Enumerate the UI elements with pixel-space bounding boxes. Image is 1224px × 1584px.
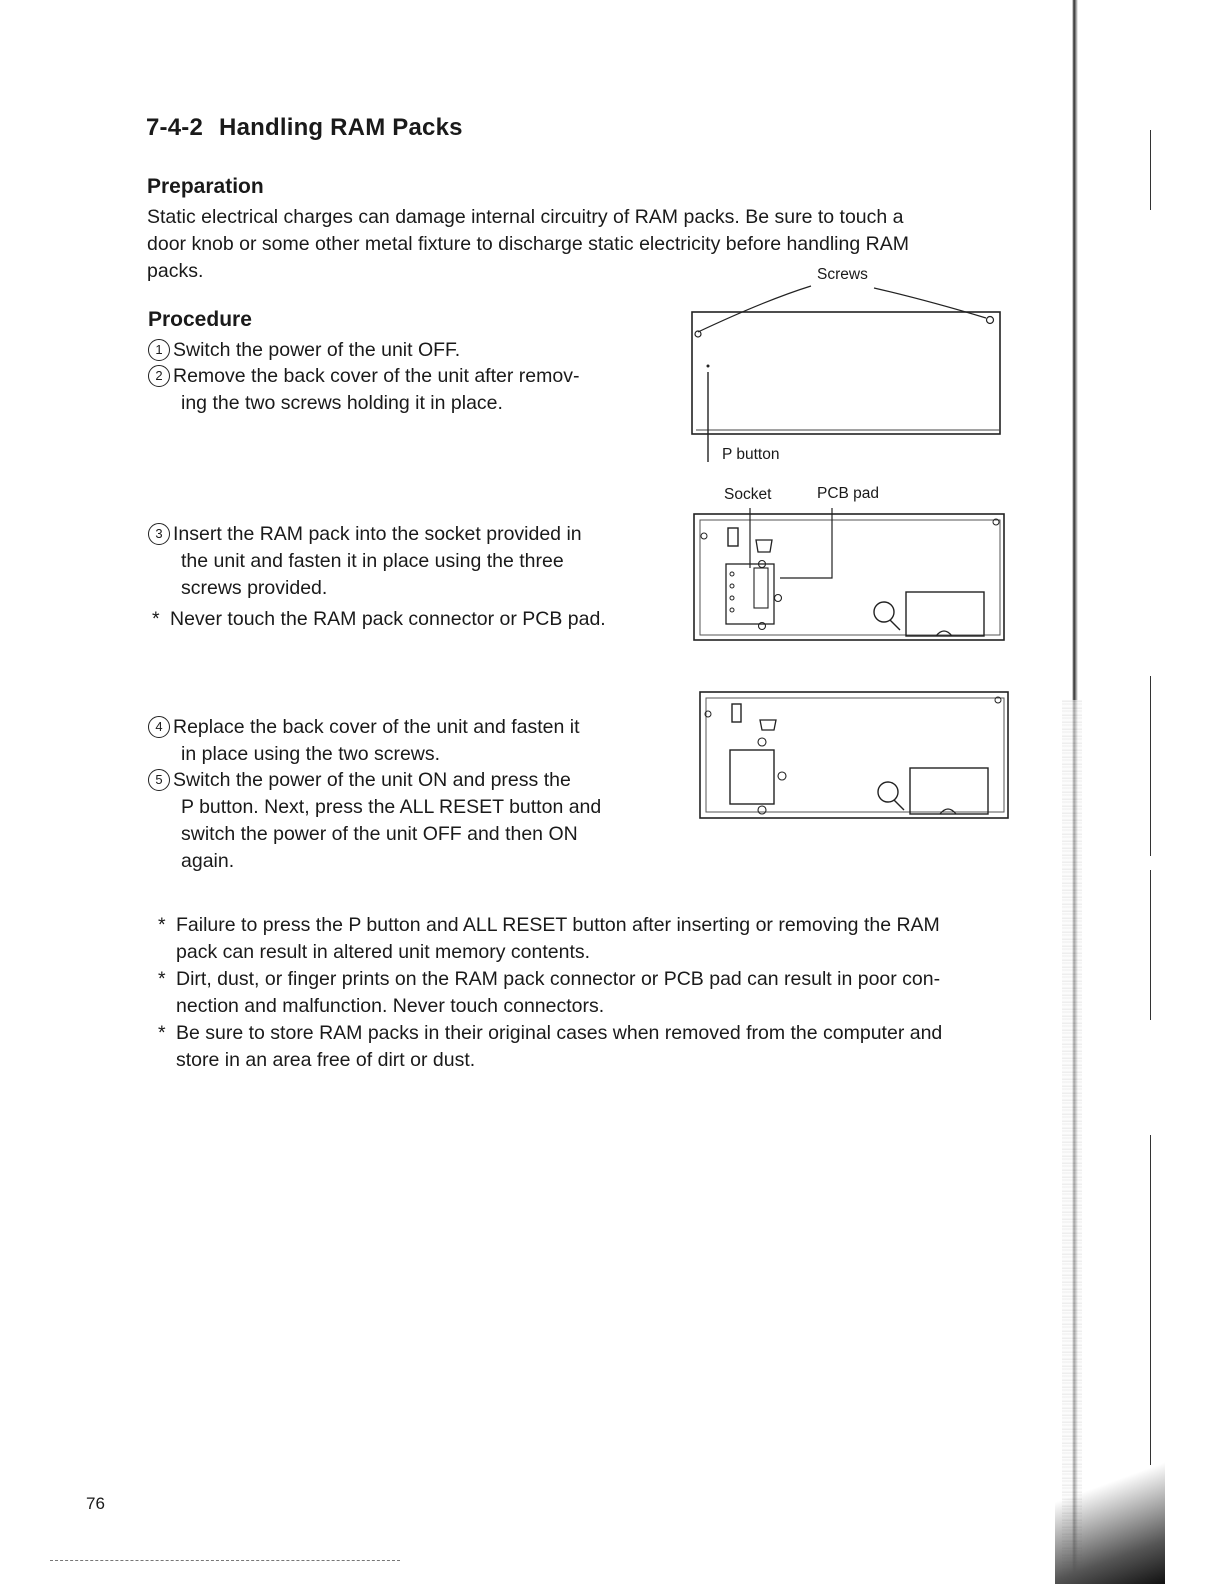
step-3-note (152, 606, 606, 633)
step-text: ing the two screws holding it in place. (181, 392, 503, 414)
step-text: Insert the RAM pack into the socket provided in (173, 523, 582, 545)
unit-inner-outline (700, 520, 1000, 635)
back-cover-outline (692, 312, 1000, 434)
gutter-shadow (1055, 1450, 1165, 1584)
step-text: in place using the two screws. (181, 743, 441, 765)
section-title (146, 114, 463, 142)
section-title-text: Handling RAM Packs (219, 114, 463, 141)
reset-knob-icon (894, 800, 904, 810)
socket-icon (732, 704, 741, 722)
note-item (158, 1020, 942, 1074)
p-button-label: P button (722, 446, 780, 463)
step-marker: 3 (148, 523, 170, 545)
note-item (158, 912, 940, 966)
screw-icon (778, 772, 786, 780)
procedure-heading: Procedure (148, 308, 252, 331)
asterisk: * (152, 608, 160, 630)
adjacent-page-edge (1150, 130, 1165, 210)
battery-compartment-icon (910, 768, 988, 814)
screw-icon (987, 317, 994, 324)
pcb-pad-icon (754, 568, 768, 608)
component-icon (760, 720, 776, 730)
reset-knob-icon (874, 602, 894, 622)
procedure-step-5 (148, 767, 601, 875)
cover-replaced-figure (696, 688, 1012, 822)
preparation-text (147, 204, 1047, 285)
back-cover-figure (686, 282, 1006, 442)
component-icon (756, 540, 772, 552)
step-text: Replace the back cover of the unit and fasten it (173, 716, 580, 738)
socket-icon (728, 528, 738, 546)
reset-knob-icon (878, 782, 898, 802)
procedure-step-1 (148, 337, 460, 364)
step-text: Remove the back cover of the unit after remov- (173, 365, 580, 387)
asterisk: * (158, 968, 166, 990)
step-marker: 1 (148, 339, 170, 361)
note-text: store in an area free of dirt or dust. (176, 1049, 476, 1071)
note-text: pack can result in altered unit memory contents. (176, 941, 591, 963)
pcb-pad-label: PCB pad (817, 485, 880, 502)
asterisk: * (158, 1022, 166, 1044)
screw-icon (775, 595, 782, 602)
adjacent-page-edge (1150, 676, 1165, 856)
step-text: Switch the power of the unit ON and press the (173, 769, 571, 791)
screw-leader-line (874, 288, 986, 318)
page-number: 76 (86, 1494, 105, 1513)
section-number: 7-4-2 (146, 114, 204, 141)
contact-icon (730, 596, 734, 600)
ram-pack-inserted-figure (690, 508, 1010, 648)
note-text: Dirt, dust, or finger prints on the RAM pack connector or PCB pad can result in poor con- (176, 968, 941, 990)
unit-outline (700, 692, 1008, 818)
binding-gutter (1060, 0, 1224, 1584)
note-text: Be sure to store RAM packs in their original cases when removed from the computer and (176, 1022, 943, 1044)
p-button-icon (707, 365, 710, 368)
note-text: Never touch the RAM pack connector or PCB pad. (170, 608, 606, 630)
step-marker: 5 (148, 769, 170, 791)
note-text: Failure to press the P button and ALL RESET button after inserting or removing the RAM (176, 914, 940, 936)
preparation-line: packs. (147, 260, 204, 282)
battery-compartment-icon (906, 592, 984, 636)
unit-outline (694, 514, 1004, 640)
screw-icon (758, 738, 766, 746)
preparation-heading: Preparation (147, 175, 264, 198)
step-text: Switch the power of the unit OFF. (173, 339, 461, 361)
adjacent-page-edge (1150, 870, 1165, 1020)
step-text: P button. Next, press the ALL RESET button and (181, 796, 602, 818)
screw-icon (758, 806, 766, 814)
preparation-line: Static electrical charges can damage internal circuitry of RAM packs. Be sure to touch a (147, 206, 904, 228)
ram-pack-cover-icon (730, 750, 774, 804)
step-marker: 2 (148, 365, 170, 387)
step-text: switch the power of the unit OFF and then ON (181, 823, 578, 845)
screws-label: Screws (817, 266, 868, 283)
procedure-step-3 (148, 521, 582, 602)
procedure-step-4 (148, 714, 580, 768)
socket-label: Socket (724, 486, 772, 503)
procedure-step-2 (148, 363, 579, 417)
contact-icon (730, 608, 734, 612)
pcb-pad-leader-line (780, 508, 832, 578)
screw-leader-line (698, 286, 811, 332)
adjacent-page-edge (1150, 1135, 1165, 1465)
note-item (158, 966, 940, 1020)
preparation-line: door knob or some other metal fixture to discharge static electricity before handling RAM (147, 233, 909, 255)
step-marker: 4 (148, 716, 170, 738)
contact-icon (730, 584, 734, 588)
screw-icon (701, 533, 707, 539)
step-text: again. (181, 850, 235, 872)
bottom-rule (50, 1560, 400, 1561)
step-text: screws provided. (181, 577, 328, 599)
note-text: nection and malfunction. Never touch connectors. (176, 995, 605, 1017)
unit-inner-outline (706, 698, 1004, 812)
asterisk: * (158, 914, 166, 936)
step-text: the unit and fasten it in place using the three (181, 550, 564, 572)
contact-icon (730, 572, 734, 576)
reset-knob-icon (890, 620, 900, 630)
